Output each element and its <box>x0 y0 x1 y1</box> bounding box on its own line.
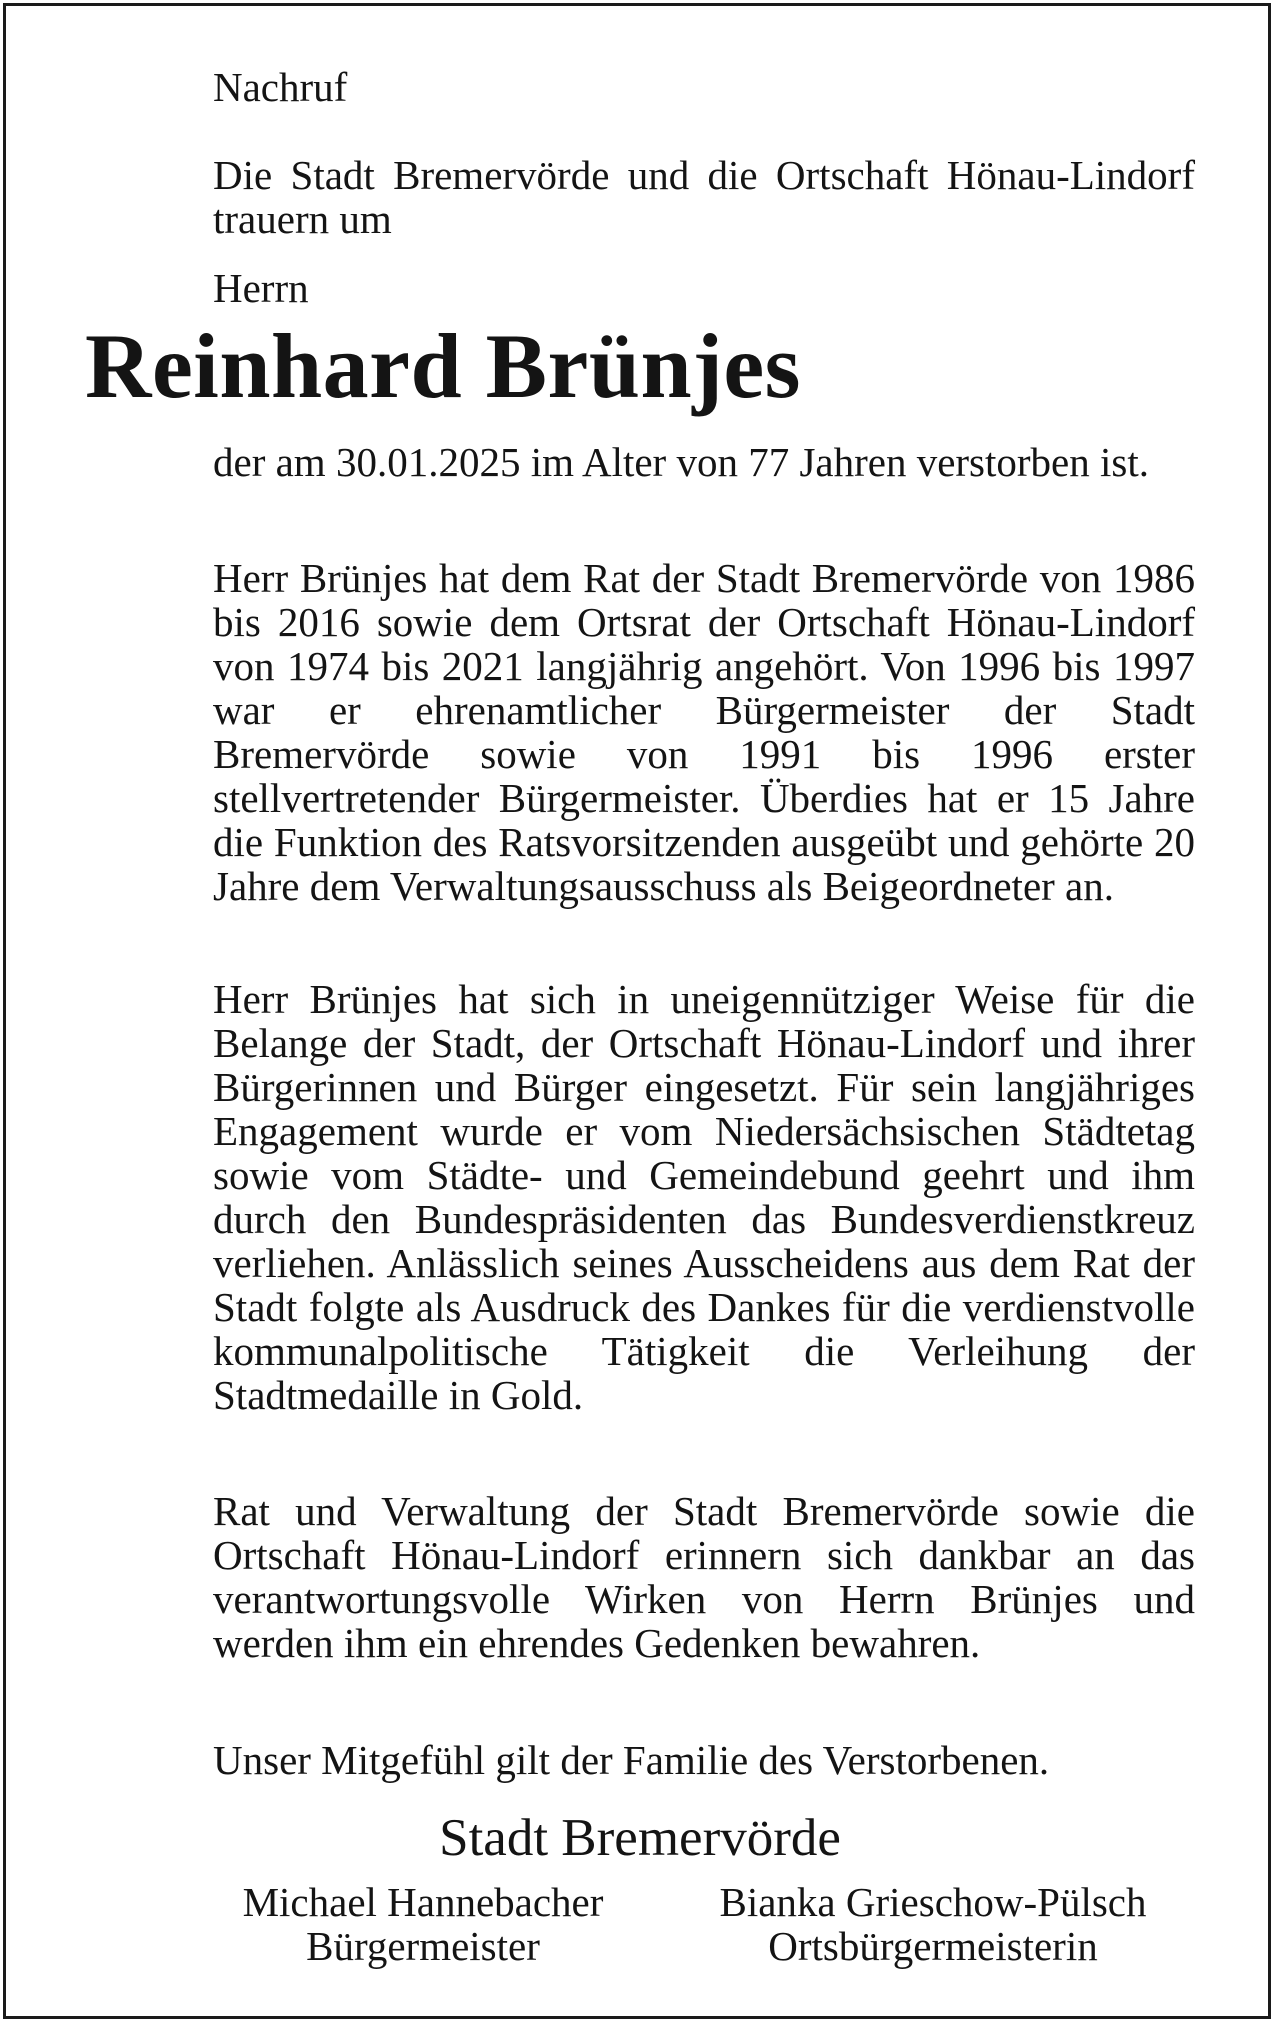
intro-text: Die Stadt Bremervörde und die Ortschaft Hönau-Lindorf trauern um <box>213 152 1195 242</box>
paragraph-career: Herr Brünjes hat dem Rat der Stadt Bremervörde von 1986 bis 2016 sowie dem Ortsrat der Ortschaft Hönau-Lindorf von 1974 bis 2021 langjährig angehört. Von 1996 bis 1997 war er ehrenamtlicher Bürgermeister der Stadt Bremervörde sowie von 1991 bis 1996 erster stellvertretender Bürgermeister. Überdies hat er 15 Jahre die Funktion des Ratsvorsitzenden ausgeübt und gehörte 20 Jahre dem Verwaltungsausschuss als Beigeordneter an. <box>213 555 1195 909</box>
signatory-right <box>698 1880 1168 1968</box>
signatory-name: Bianka Grieschow-Pülsch <box>719 1879 1147 1925</box>
deceased-name: Reinhard Brünjes <box>85 315 801 417</box>
signatory-name: Michael Hannebacher <box>242 1879 604 1925</box>
organization-name: Stadt Bremervörde <box>439 1809 841 1867</box>
paragraph-honors: Herr Brünjes hat sich in uneigennütziger Weise für die Belange der Stadt, der Ortschaft Hönau-Lindorf und ihrer Bürgerinnen und Bürger eingesetzt. Für sein langjähriges Engagement wurde er vom Niedersächsischen Städtetag sowie vom Städte- und Gemeindebund geehrt und ihm durch den Bundespräsidenten das Bundesverdienstkreuz verliehen. Anlässlich seines Ausscheidens aus dem Rat der Stadt folgte als Ausdruck des Dankes für die verdienstvolle kommunalpolitische Tätigkeit die Verleihung der Stadtmedaille in Gold. <box>213 976 1195 1418</box>
paragraph-remembrance: Rat und Verwaltung der Stadt Bremervörde sowie die Ortschaft Hönau-Lindorf erinnern sich dankbar an das verantwortungsvolle Wirken von Herrn Brünjes und werden ihm ein ehrendes Gedenken bewahren. <box>213 1488 1195 1666</box>
signatory-title: Bürgermeister <box>306 1923 540 1969</box>
signatory-title: Ortsbürgermeisterin <box>768 1923 1098 1969</box>
signatory-left <box>188 1880 658 1968</box>
condolence-line: Unser Mitgefühl gilt der Familie des Verstorbenen. <box>213 1737 1050 1783</box>
salutation: Herrn <box>213 265 309 311</box>
notice-heading: Nachruf <box>213 64 348 110</box>
death-line: der am 30.01.2025 im Alter von 77 Jahren verstorben ist. <box>213 439 1149 485</box>
